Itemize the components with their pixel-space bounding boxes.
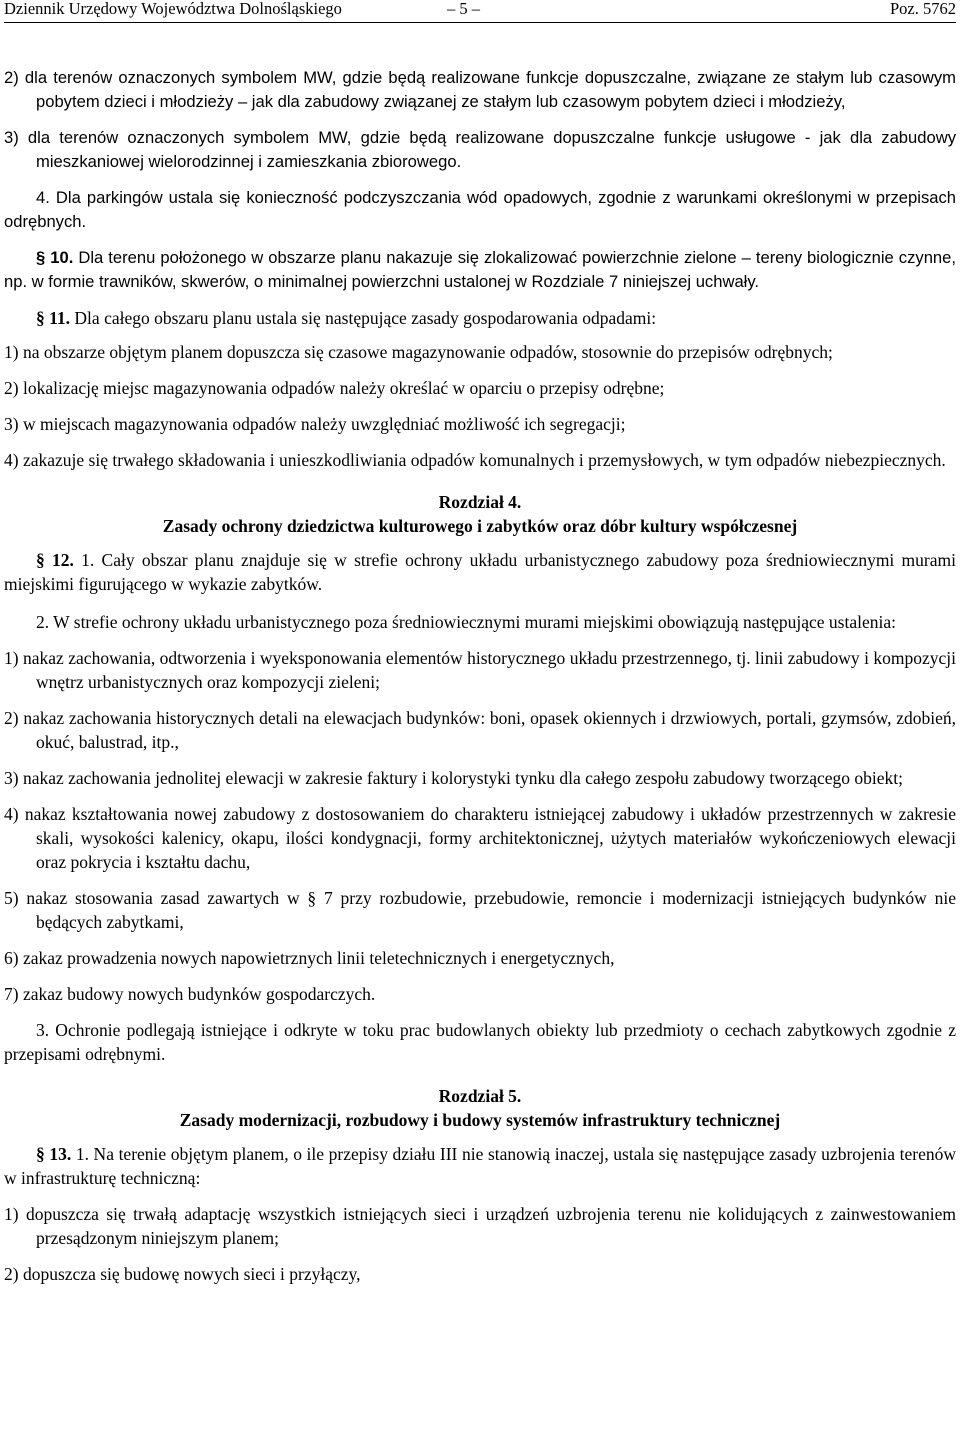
chapter-4-label: Rozdział 4.: [438, 492, 522, 512]
list-item: 2) nakaz zachowania historycznych detali na elewacjach budynków: boni, opasek okiennych i drzwiowych, portali, gzymsów, zdobień, okuć, balustrad, itp.,: [4, 708, 956, 752]
section-10-number: § 10.: [36, 248, 74, 267]
list-item: 3) nakaz zachowania jednolitej elewacji w zakresie faktury i kolorystyki tynku dla całego zespołu zabudowy tworzącego obiekt;: [4, 768, 903, 788]
paragraph-mw-2: 2) dla terenów oznaczonych symbolem MW, gdzie będą realizowane funkcje dopuszczalne, związane ze stałym lub czasowym pobytem dzieci i młodzieży – jak dla zabudowy związanej ze stałym lub czasowym pobytem dzieci i młodzieży,: [4, 68, 956, 111]
section-11-number: § 11.: [36, 308, 71, 328]
list-item: 6) zakaz prowadzenia nowych napowietrznych linii teletechnicznych i energetycznych,: [4, 948, 615, 968]
list-item: 2) lokalizację miejsc magazynowania odpadów należy określać w oparciu o przepisy odrębne;: [4, 378, 665, 398]
section-13-text: 1. Na terenie objętym planem, o ile przepisy działu III nie stanowią inaczej, ustala się następujące zasady uzbrojenia terenów w infrastrukturę techniczną:: [4, 1144, 957, 1188]
section-13-number: § 13.: [36, 1144, 72, 1164]
list-item: 1) nakaz zachowania, odtworzenia i wyeksponowania elementów historycznego układu przestrzennego, tj. linii zabudowy i kompozycji wnętrz urbanistycznych oraz kompozycji zieleni;: [4, 648, 956, 692]
section-10-text: Dla terenu położonego w obszarze planu nakazuje się zlokalizować powierzchnie zielone – tereny biologicznie czynne, np. w formie trawników, skwerów, o minimalnej powierzchni ustalonej w Rozdziale 7 niniejszej uchwały.: [4, 248, 956, 291]
list-item: 1) na obszarze objętym planem dopuszcza się czasowe magazynowanie odpadów, stosownie do przepisów odrębnych;: [4, 342, 833, 362]
journal-title: Dziennik Urzędowy Województwa Dolnośląskiego: [4, 0, 342, 18]
chapter-4-title: Zasady ochrony dziedzictwa kulturowego i zabytków oraz dóbr kultury współczesnej: [162, 516, 798, 536]
section-12-number: § 12.: [36, 550, 74, 570]
list-item: 7) zakaz budowy nowych budynków gospodarczych.: [4, 984, 376, 1004]
section-12-point-2: 2. W strefie ochrony układu urbanistycznego poza średniowiecznymi murami miejskimi obowiązują następujące ustalenia:: [36, 612, 896, 632]
paragraph-mw-3: 3) dla terenów oznaczonych symbolem MW, gdzie będą realizowane dopuszczalne funkcje usługowe - jak dla zabudowy mieszkaniowej wielorodzinnej i zamieszkania zbiorowego.: [4, 128, 956, 171]
chapter-5-title: Zasady modernizacji, rozbudowy i budowy systemów infrastruktury technicznej: [179, 1110, 781, 1130]
list-item: 1) dopuszcza się trwałą adaptację wszystkich istniejących sieci i urządzeń uzbrojenia terenu nie kolidujących z zainwestowaniem przesądzonym niniejszym planem;: [4, 1204, 956, 1248]
list-item: 3) w miejscach magazynowania odpadów należy uwzględniać możliwość ich segregacji;: [4, 414, 626, 434]
chapter-5-label: Rozdział 5.: [438, 1086, 522, 1106]
section-12-point-3: 3. Ochronie podlegają istniejące i odkryte w toku prac budowlanych obiekty lub przedmioty o cechach zabytkowych zgodnie z przepisami odrębnymi.: [4, 1020, 956, 1064]
section-12: [4, 548, 956, 596]
section-12-text: 1. Cały obszar planu znajduje się w strefie ochrony układu urbanistycznego zabudowy poza średniowiecznymi murami miejskimi figurującego w wykazie zabytków.: [4, 550, 956, 594]
document-body: [4, 66, 956, 1286]
list-item: 2) dopuszcza się budowę nowych sieci i przyłączy,: [4, 1264, 361, 1284]
section-11-text: Dla całego obszaru planu ustala się następujące zasady gospodarowania odpadami:: [70, 308, 657, 328]
page-header: [4, 0, 956, 23]
section-13: [4, 1142, 956, 1190]
section-11: [4, 306, 956, 330]
paragraph-parking: 4. Dla parkingów ustala się konieczność podczyszczania wód opadowych, zgodnie z warunkami określonymi w przepisach odrębnych.: [4, 188, 956, 231]
page-number: – 5 –: [447, 0, 480, 18]
list-item: 4) nakaz kształtowania nowej zabudowy z dostosowaniem do charakteru istniejącej zabudowy i układów przestrzennych w zakresie skali, wysokości kalenicy, okapu, ilości kondygnacji, formy architektonicznej, użytych materiałów wykończeniowych elewacji oraz pokrycia i kształtu dachu,: [4, 804, 956, 872]
list-item: 5) nakaz stosowania zasad zawartych w § 7 przy rozbudowie, przebudowie, remoncie i modernizacji istniejących budynków nie będących zabytkami,: [4, 888, 956, 932]
list-item: 4) zakazuje się trwałego składowania i unieszkodliwiania odpadów komunalnych i przemysłowych, w tym odpadów niebezpiecznych.: [4, 450, 946, 470]
position-number: Poz. 5762: [890, 0, 956, 18]
section-10: [4, 246, 956, 294]
